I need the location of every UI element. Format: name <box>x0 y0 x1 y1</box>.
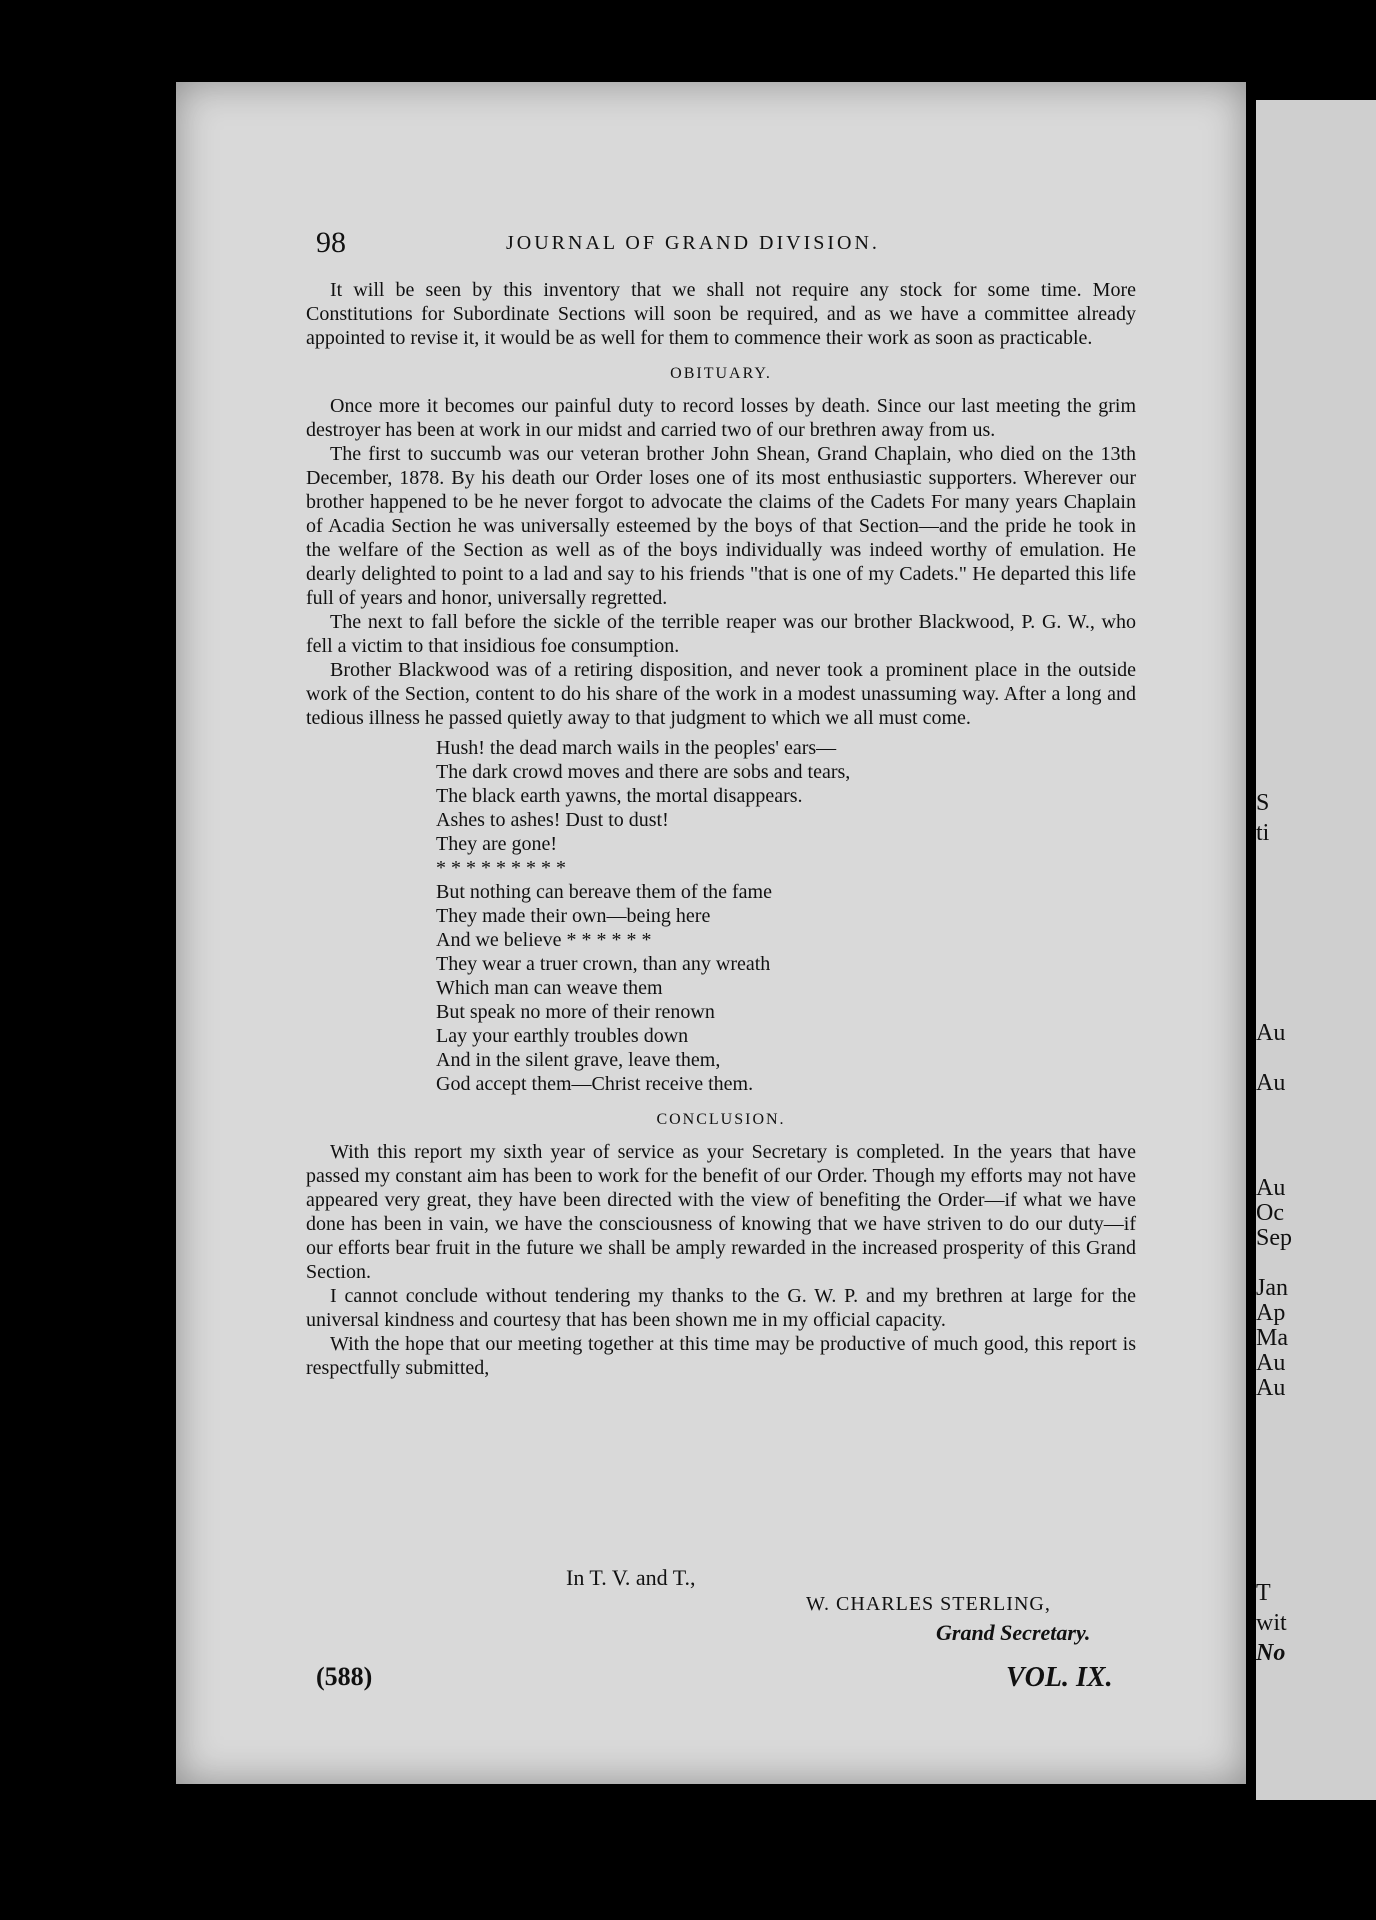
facing-page-fragment: Au <box>1256 1020 1286 1046</box>
facing-page-fragment: S <box>1256 790 1270 816</box>
footer-volume: VOL. IX. <box>1006 1662 1113 1693</box>
page-header <box>176 226 1246 266</box>
closing-salutation: In T. V. and T., <box>566 1565 696 1590</box>
facing-page-fragment: Oc <box>1256 1200 1284 1226</box>
facing-page-edge <box>1256 100 1376 1800</box>
obituary-paragraph: The first to succumb was our veteran brother John Shean, Grand Chaplain, who died on the 13th December, 1878. By his death our Order loses one of its most enthusiastic supporters. Wherever our brother happened to be he never forgot to advocate the claims of the Cadets For many years Chaplain of Acadia Section he was universally esteemed by the boys of that Section—and the pride he took in the welfare of the Section as well as of the boys individually was indeed worthy of emulation. He dearly delighted to point to a lad and say to his friends "that is one of my Cadets." He departed this life full of years and honor, universally regretted. <box>306 443 1136 609</box>
facing-page-fragment: Ap <box>1256 1300 1286 1326</box>
facing-page-fragment: ti <box>1256 820 1270 846</box>
obituary-paragraph: The next to fall before the sickle of the terrible reaper was our brother Blackwood, P. G. W., who fell a victim to that insidious foe consumption. <box>306 611 1136 657</box>
footer-sheet-number: (588) <box>316 1662 373 1691</box>
facing-page-fragment: Jan <box>1256 1275 1288 1301</box>
poem-line: Lay your earthly troubles down <box>436 1025 689 1047</box>
poem-line: They made their own—being here <box>436 905 711 927</box>
signature-name: W. CHARLES STERLING, <box>806 1593 1051 1615</box>
facing-page-fragment: Au <box>1256 1375 1286 1401</box>
poem-line: Ashes to ashes! Dust to dust! <box>436 809 669 831</box>
poem-line: They are gone! <box>436 833 558 855</box>
obituary-paragraph: Brother Blackwood was of a retiring disposition, and never took a prominent place in the outside work of the Section, content to do his share of the work in a modest unassuming way. After a long and tedious illness he passed quietly away to that judgment to which we all must come. <box>306 659 1136 729</box>
poem-line: And in the silent grave, leave them, <box>436 1049 721 1071</box>
running-title: JOURNAL OF GRAND DIVISION. <box>506 232 880 254</box>
page-number: 98 <box>316 226 346 259</box>
facing-page-fragment: Au <box>1256 1175 1286 1201</box>
poem-line: But nothing can bereave them of the fame <box>436 881 772 903</box>
obituary-paragraph: Once more it becomes our painful duty to record losses by death. Since our last meeting the grim destroyer has been at work in our midst and carried two of our brethren away from us. <box>306 395 1136 441</box>
poem-line: And we believe * * * * * * <box>436 929 652 951</box>
facing-page-fragment: No <box>1256 1640 1286 1666</box>
conclusion-heading: CONCLUSION. <box>656 1111 786 1128</box>
poem-line: Which man can weave them <box>436 977 663 999</box>
poem-line: The black earth yawns, the mortal disappears. <box>436 785 803 807</box>
conclusion-paragraph: With this report my sixth year of service as your Secretary is completed. In the years that have passed my constant aim has been to work for the benefit of our Order. Though my efforts may not have appeared very great, they have been directed with the view of benefiting the Order—if what we have done has been in vain, we have the consciousness of knowing that we have striven to do our duty—if our efforts bear fruit in the future we shall be amply rewarded in the increased prosperity of this Grand Section. <box>306 1141 1136 1283</box>
obituary-heading: OBITUARY. <box>670 365 772 382</box>
facing-page-fragment: wit <box>1256 1610 1287 1636</box>
poem-line: But speak no more of their renown <box>436 1001 715 1023</box>
facing-page-fragment: Au <box>1256 1350 1286 1376</box>
facing-page-fragment: T <box>1256 1580 1271 1606</box>
poem-line: God accept them—Christ receive them. <box>436 1073 754 1095</box>
poem-line: They wear a truer crown, than any wreath <box>436 953 771 975</box>
facing-page-fragment: Au <box>1256 1070 1286 1096</box>
page-body <box>306 278 1136 1380</box>
facing-page-fragment: Sep <box>1256 1225 1292 1251</box>
poem-line: Hush! the dead march wails in the peoples' ears— <box>436 737 837 759</box>
poem-line: * * * * * * * * * <box>436 857 566 879</box>
conclusion-paragraph: I cannot conclude without tendering my thanks to the G. W. P. and my brethren at large for the universal kindness and courtesy that has been shown me in my official capacity. <box>306 1285 1136 1331</box>
facing-page-fragment: Ma <box>1256 1325 1288 1351</box>
book-page <box>176 82 1246 1784</box>
memorial-poem <box>436 736 1136 1096</box>
intro-paragraph: It will be seen by this inventory that we shall not require any stock for some time. More Constitutions for Subordinate Sections will soon be required, and as we have a committee already appointed to revise it, it would be as well for them to commence their work as soon as practicable. <box>306 279 1136 349</box>
conclusion-paragraph: With the hope that our meeting together at this time may be productive of much good, this report is respectfully submitted, <box>306 1333 1136 1379</box>
signature-title: Grand Secretary. <box>936 1620 1091 1645</box>
poem-line: The dark crowd moves and there are sobs and tears, <box>436 761 851 783</box>
